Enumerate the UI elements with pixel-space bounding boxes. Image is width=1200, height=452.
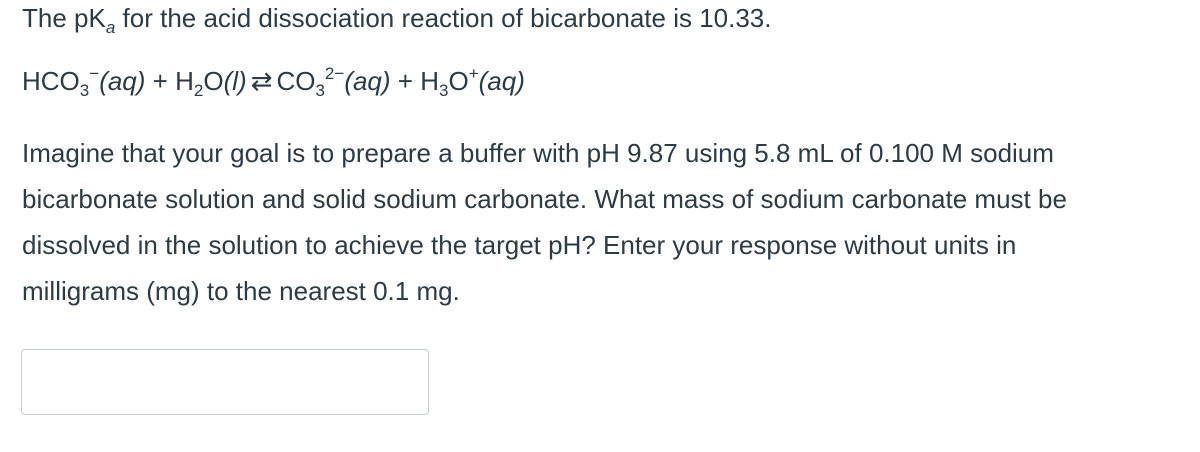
bicarbonate-charge: − (89, 64, 100, 83)
water-h: H (175, 66, 194, 96)
prompt-line-2: bicarbonate solution and solid sodium carbonate. What mass of sodium carbonate must be (22, 184, 1067, 214)
pka-k: K (88, 3, 106, 33)
water-o: O (203, 66, 224, 96)
hydronium-h: H (420, 66, 439, 96)
equilibrium-arrow-icon: ⇄ (250, 66, 273, 96)
prompt-line-4: milligrams (mg) to the nearest 0.1 mg. (22, 276, 460, 306)
hydronium-state: (aq) (478, 66, 525, 96)
answer-input[interactable] (21, 349, 429, 415)
pka-statement (22, 3, 772, 37)
bicarbonate-subscript: 3 (79, 81, 90, 100)
bicarbonate-formula: HCO (22, 66, 80, 96)
prompt-line-3: dissolved in the solution to achieve the target pH? Enter your response without units in (22, 230, 1017, 260)
hydronium-subscript: 3 (438, 81, 449, 100)
water-state: (l) (223, 66, 247, 96)
pka-subscript-a: a (105, 18, 116, 37)
carbonate-subscript: 3 (315, 81, 325, 100)
prompt-line-1: Imagine that your goal is to prepare a buffer with pH 9.87 using 5.8 mL of 0.100 M sodium (22, 138, 1054, 168)
plus-sign-1: + (145, 66, 176, 96)
carbonate-formula: CO (276, 66, 316, 96)
question-prompt (22, 130, 1192, 314)
hydronium-charge: + (468, 64, 479, 83)
hydronium-o: O (448, 66, 469, 96)
reaction-equation (22, 64, 525, 100)
bicarbonate-state: (aq) (99, 66, 146, 96)
intro-suffix: for the acid dissociation reaction of bicarbonate is 10.33. (115, 3, 772, 33)
carbonate-charge: 2− (324, 64, 345, 83)
water-subscript: 2 (193, 81, 204, 100)
plus-sign-2: + (390, 66, 421, 96)
carbonate-state: (aq) (344, 66, 391, 96)
intro-prefix: The p (22, 3, 89, 33)
